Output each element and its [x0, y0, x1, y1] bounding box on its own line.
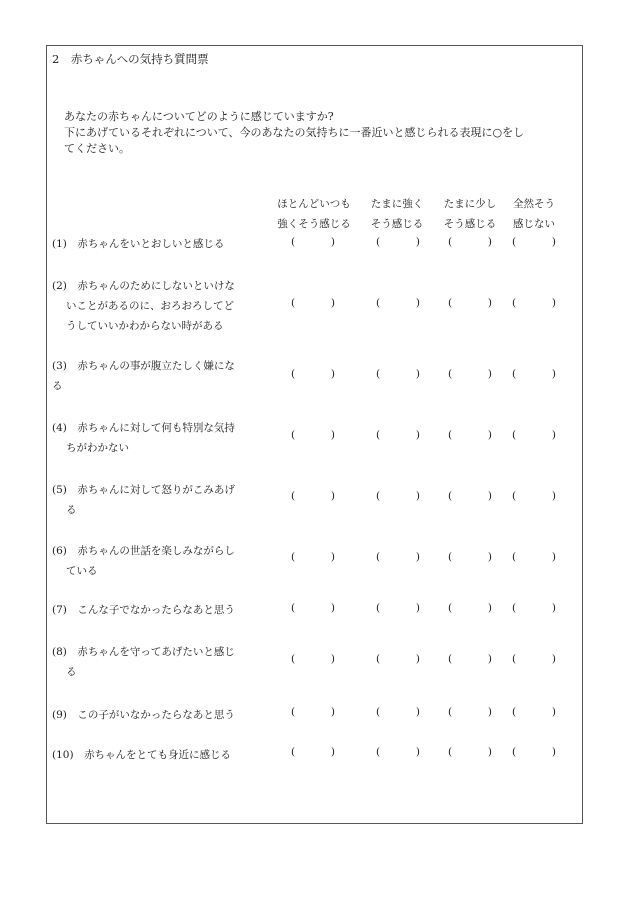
- answer-option-1[interactable]: ( ): [291, 551, 335, 563]
- question-text-line-1: (2) 赤ちゃんのためにしないといけな: [52, 280, 235, 292]
- answer-option-1[interactable]: ( ): [291, 653, 335, 665]
- question-number: (4): [52, 422, 67, 434]
- question-item: [52, 234, 267, 254]
- answer-option-4[interactable]: ( ): [512, 602, 556, 614]
- question-item: [52, 600, 267, 620]
- answer-option-3[interactable]: ( ): [448, 653, 492, 665]
- answer-option-3[interactable]: ( ): [448, 746, 492, 758]
- column-header-sometimes-slight: たまに少し そう感じる: [443, 198, 497, 230]
- answer-option-3[interactable]: ( ): [448, 551, 492, 563]
- intro-line-3: てください。: [64, 142, 130, 155]
- question-number: (3): [52, 360, 67, 372]
- question-text-line-2: ちがわかない: [66, 442, 129, 454]
- answer-option-3[interactable]: ( ): [448, 602, 492, 614]
- answer-option-3[interactable]: ( ): [448, 297, 492, 309]
- answer-option-4[interactable]: ( ): [512, 429, 556, 441]
- answer-option-1[interactable]: ( ): [291, 429, 335, 441]
- answer-option-2[interactable]: ( ): [376, 653, 420, 665]
- answer-option-2[interactable]: ( ): [376, 236, 420, 248]
- answer-option-2[interactable]: ( ): [376, 368, 420, 380]
- answer-option-2[interactable]: ( ): [376, 490, 420, 502]
- question-number: (7): [52, 604, 67, 616]
- question-number: (6): [52, 545, 67, 557]
- question-number: (10): [52, 749, 74, 761]
- question-number: (8): [52, 646, 67, 658]
- answer-option-1[interactable]: ( ): [291, 297, 335, 309]
- question-number: (2): [52, 280, 67, 292]
- answer-option-4[interactable]: ( ): [512, 551, 556, 563]
- answer-option-1[interactable]: ( ): [291, 602, 335, 614]
- question-item: [52, 418, 267, 458]
- question-number: (9): [52, 709, 67, 721]
- answer-option-3[interactable]: ( ): [448, 236, 492, 248]
- question-text-line-3: うしていいかわからない時がある: [66, 320, 224, 332]
- answer-option-2[interactable]: ( ): [376, 429, 420, 441]
- question-text-line-1: (8) 赤ちゃんを守ってあげたいと感じ: [52, 646, 235, 658]
- answer-option-4[interactable]: ( ): [512, 746, 556, 758]
- question-number: (1): [52, 238, 67, 250]
- answer-option-4[interactable]: ( ): [512, 490, 556, 502]
- question-text-line-1: (3) 赤ちゃんの事が腹立たしく嫌にな: [52, 360, 235, 372]
- question-text-line-1: (1) 赤ちゃんをいとおしいと感じる: [52, 238, 225, 250]
- answer-option-1[interactable]: ( ): [291, 368, 335, 380]
- answer-option-2[interactable]: ( ): [376, 602, 420, 614]
- question-item: [52, 541, 267, 581]
- question-text-line-2: ている: [66, 565, 98, 577]
- question-text-line-2: る: [66, 504, 77, 516]
- section-title: 2 赤ちゃんへの気持ち質問票: [52, 52, 209, 66]
- question-text-line-2: る: [66, 666, 77, 678]
- question-item: [52, 480, 267, 520]
- question-text-line-1: (4) 赤ちゃんに対して何も特別な気持: [52, 422, 235, 434]
- intro-line-1: あなたの赤ちゃんについてどのように感じていますか?: [64, 110, 334, 123]
- question-item: [52, 642, 267, 682]
- answer-option-2[interactable]: ( ): [376, 746, 420, 758]
- question-item: [52, 356, 267, 396]
- question-text-line-1: (6) 赤ちゃんの世話を楽しみながらし: [52, 545, 235, 557]
- column-header-always: ほとんどいつも 強くそう感じる: [277, 198, 351, 230]
- question-text-line-1: (9) この子がいなかったらなあと思う: [52, 709, 235, 721]
- column-header-never: 全然そう 感じない: [513, 198, 555, 230]
- answer-option-3[interactable]: ( ): [448, 429, 492, 441]
- answer-option-1[interactable]: ( ): [291, 706, 335, 718]
- answer-option-1[interactable]: ( ): [291, 746, 335, 758]
- answer-option-4[interactable]: ( ): [512, 297, 556, 309]
- answer-option-3[interactable]: ( ): [448, 706, 492, 718]
- question-text-line-1: (10) 赤ちゃんをとても身近に感じる: [52, 749, 232, 761]
- question-text-line-2: いことがあるのに、おろおろしてど: [66, 300, 234, 312]
- question-text-line-2: る: [52, 380, 63, 392]
- answer-option-1[interactable]: ( ): [291, 490, 335, 502]
- answer-option-4[interactable]: ( ): [512, 236, 556, 248]
- question-item: [52, 745, 267, 765]
- question-number: (5): [52, 484, 67, 496]
- question-text-line-1: (5) 赤ちゃんに対して怒りがこみあげ: [52, 484, 235, 496]
- answer-option-2[interactable]: ( ): [376, 706, 420, 718]
- answer-option-2[interactable]: ( ): [376, 297, 420, 309]
- question-item: [52, 276, 267, 336]
- question-text-line-1: (7) こんな子でなかったらなあと思う: [52, 604, 235, 616]
- answer-option-4[interactable]: ( ): [512, 706, 556, 718]
- answer-option-4[interactable]: ( ): [512, 368, 556, 380]
- answer-option-3[interactable]: ( ): [448, 368, 492, 380]
- answer-option-4[interactable]: ( ): [512, 653, 556, 665]
- intro-line-2: 下にあげているそれぞれについて、今のあなたの気持ちに一番近いと感じられる表現に○をし: [64, 126, 525, 139]
- column-header-sometimes-strong: たまに強く そう感じる: [370, 198, 424, 230]
- answer-option-2[interactable]: ( ): [376, 551, 420, 563]
- question-item: [52, 705, 267, 725]
- answer-option-1[interactable]: ( ): [291, 236, 335, 248]
- answer-option-3[interactable]: ( ): [448, 490, 492, 502]
